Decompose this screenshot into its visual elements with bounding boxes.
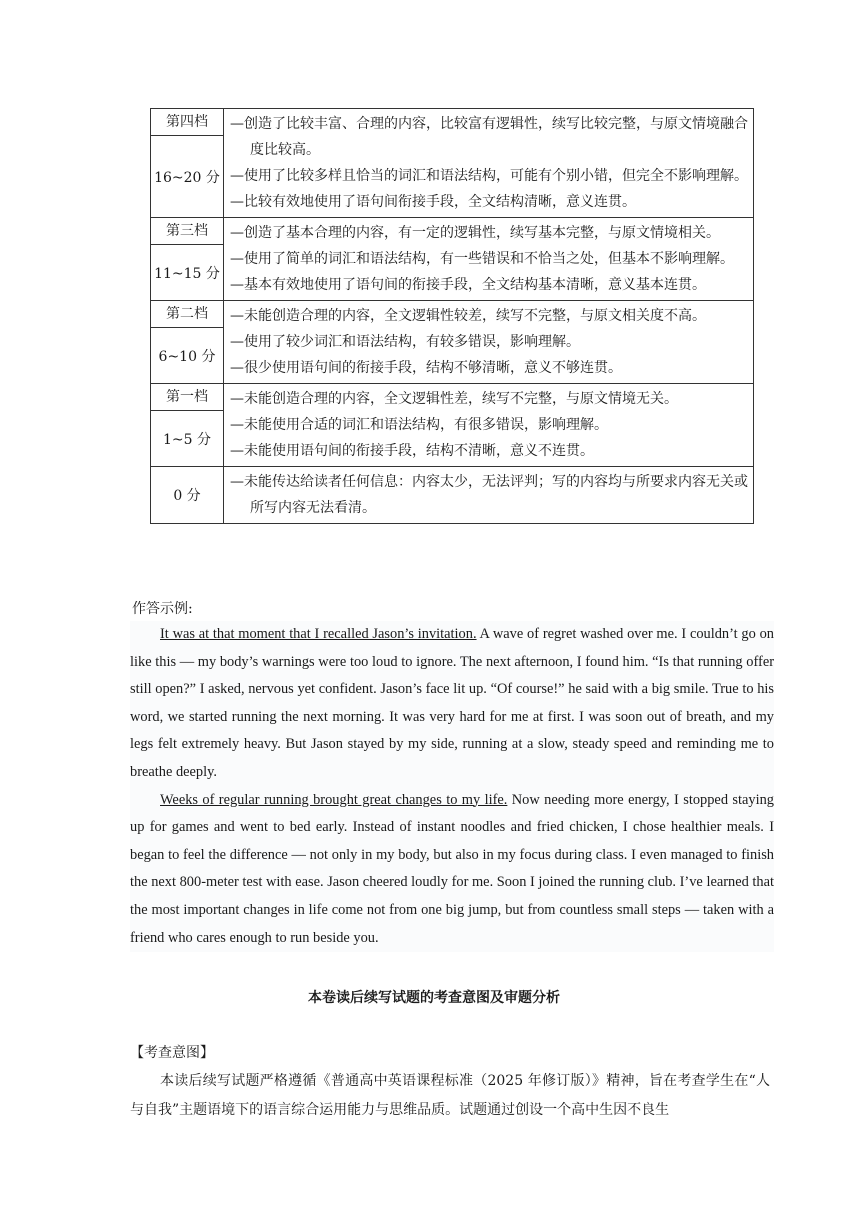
rubric-description (224, 218, 754, 301)
rubric-item: —创造了基本合理的内容，有一定的逻辑性，续写基本完整，与原文情境相关。 (230, 225, 720, 241)
rubric-score: 0 分 (151, 467, 224, 524)
rubric-score: 1~5 分 (151, 411, 224, 467)
rubric-item: —使用了简单的词汇和语法结构，有一些错误和不恰当之处，但基本不影响理解。 (230, 251, 734, 267)
rubric-item: —基本有效地使用了语句间的衔接手段，全文结构基本清晰，意义基本连贯。 (230, 277, 706, 293)
sample-paragraph-2 (130, 787, 774, 953)
rubric-item: —未能创造合理的内容，全文逻辑性差，续写不完整，与原文情境无关。 (230, 391, 678, 407)
analysis-paragraph: 本读后续写试题严格遵循《普通高中英语课程标准（2025 年修订版）》精神，旨在考查学生在“人与自我”主题语境下的语言综合运用能力与思维品质。试题通过创设一个高中生因不良生 (130, 1073, 770, 1118)
rubric-description (224, 109, 754, 218)
rubric-score: 11~15 分 (151, 245, 224, 301)
rubric-item: —比较有效地使用了语句间衔接手段，全文结构清晰，意义连贯。 (230, 194, 636, 210)
underlined-opening-sentence: It was at that moment that I recalled Jason’s invitation. (160, 626, 477, 642)
rubric-item: —创造了比较丰富、合理的内容，比较富有逻辑性，续写比较完整，与原文情境融合度比较高。 (230, 116, 748, 158)
rubric-item: —使用了较少词汇和语法结构，有较多错误，影响理解。 (230, 334, 580, 350)
rubric-level: 第一档 (151, 384, 224, 411)
paragraph-text: Now needing more energy, I stopped staying up for games and went to bed early. Instead of instant noodles and fried chicken, I chose healthier meals. I began to feel the difference — not only in my body, but also in my focus during class. I even managed to finish the next 800-meter test with ease. Jason cheered loudly for me. Soon I joined the running club. I’ve learned that the most important changes in life come not from one big jump, but from countless small steps — taken with a friend who cares enough to run beside you. (130, 791, 774, 946)
rubric-description (224, 301, 754, 384)
sample-answer-text (130, 621, 774, 952)
rubric-description (224, 384, 754, 467)
assessment-intent-text (130, 1067, 770, 1125)
rubric-item: —未能传达给读者任何信息：内容太少，无法评判；写的内容均与所要求内容无关或所写内容无法看清。 (230, 474, 748, 516)
rubric-level: 第四档 (151, 109, 224, 136)
rubric-score: 6~10 分 (151, 328, 224, 384)
rubric-item: —使用了比较多样且恰当的词汇和语法结构，可能有个别小错，但完全不影响理解。 (230, 168, 748, 184)
rubric-description (224, 467, 754, 524)
section-title: 本卷读后续写试题的考查意图及审题分析 (308, 990, 560, 1006)
underlined-opening-sentence: Weeks of regular running brought great changes to my life. (160, 791, 508, 808)
sample-answer-label: 作答示例: (132, 601, 193, 617)
rubric-item: —很少使用语句间的衔接手段，结构不够清晰，意义不够连贯。 (230, 360, 622, 376)
rubric-score: 16~20 分 (151, 136, 224, 218)
rubric-level: 第二档 (151, 301, 224, 328)
assessment-intent-label: 【考查意图】 (130, 1045, 214, 1061)
paragraph-text: A wave of regret washed over me. I couldn’t go on like this — my body’s warnings were too loud to ignore. The next afternoon, I found him. “Is that running offer still open?” I asked, nervous yet confident. Jason’s face lit up. “Of course!” he said with a big smile. True to his word, we started running the next morning. It was very hard for me at first. I was soon out of breath, and my legs felt extremely heavy. But Jason stayed by my side, running at a slow, steady speed and reminding me to breathe deeply. (130, 626, 774, 780)
sample-paragraph-1 (130, 621, 774, 787)
rubric-level: 第三档 (151, 218, 224, 245)
rubric-item: —未能使用合适的词汇和语法结构，有很多错误，影响理解。 (230, 417, 608, 433)
rubric-item: —未能使用语句间的衔接手段，结构不清晰，意义不连贯。 (230, 443, 594, 459)
rubric-item: —未能创造合理的内容，全文逻辑性较差，续写不完整，与原文相关度不高。 (230, 308, 706, 324)
scoring-rubric-table (150, 108, 754, 524)
